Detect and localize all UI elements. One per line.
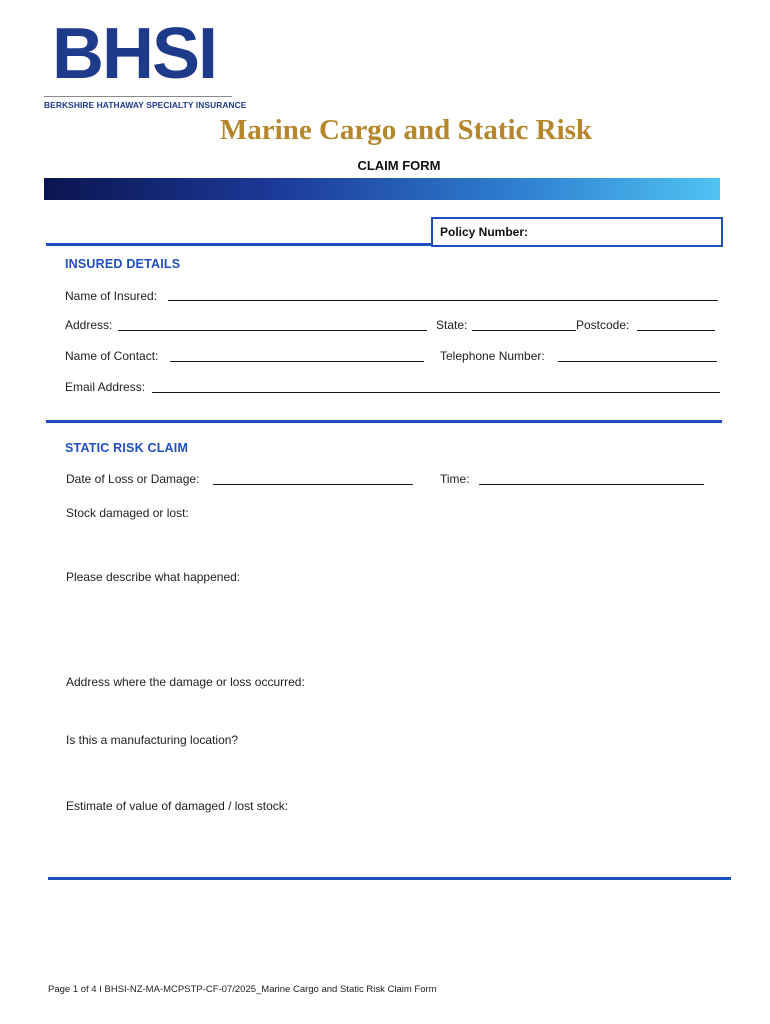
logo-subtitle: BERKSHIRE HATHAWAY SPECIALTY INSURANCE [44,100,247,110]
page-footer: Page 1 of 4 I BHSI-NZ-MA-MCPSTP-CF-07/2025_Marine Cargo and Static Risk Claim Form [48,984,437,995]
state-field[interactable] [472,330,576,331]
bhsi-logo: BHSI [52,14,217,94]
section-divider [48,877,731,880]
address-label: Address: [65,318,113,332]
name-of-insured-label: Name of Insured: [65,289,158,303]
section-divider [46,243,432,246]
time-label: Time: [440,472,470,486]
postcode-label: Postcode: [576,318,630,332]
document-title: Marine Cargo and Static Risk [219,114,593,146]
address-of-loss-label: Address where the damage or loss occurred: [66,675,305,689]
name-of-contact-label: Name of Contact: [65,349,159,363]
policy-number-label: Policy Number: [440,225,529,239]
estimate-value-label: Estimate of value of damaged / lost stock: [66,799,289,813]
time-field[interactable] [479,484,704,485]
telephone-number-label: Telephone Number: [440,349,545,363]
date-of-loss-field[interactable] [213,484,413,485]
name-of-insured-field[interactable] [168,300,718,301]
date-of-loss-label: Date of Loss or Damage: [66,472,200,486]
telephone-number-field[interactable] [558,361,717,362]
describe-what-happened-label: Please describe what happened: [66,570,241,584]
logo-divider [44,96,232,97]
stock-damaged-label: Stock damaged or lost: [66,506,189,520]
address-field[interactable] [118,330,427,331]
insured-details-heading: INSURED DETAILS [65,257,181,271]
section-divider [46,420,722,423]
manufacturing-location-label: Is this a manufacturing location? [66,733,239,747]
static-risk-claim-heading: STATIC RISK CLAIM [65,441,189,455]
postcode-field[interactable] [637,330,715,331]
document-subtitle: CLAIM FORM [357,158,441,173]
title-gradient-bar [44,178,720,200]
state-label: State: [436,318,468,332]
email-address-field[interactable] [152,392,720,393]
name-of-contact-field[interactable] [170,361,424,362]
email-address-label: Email Address: [65,380,146,394]
